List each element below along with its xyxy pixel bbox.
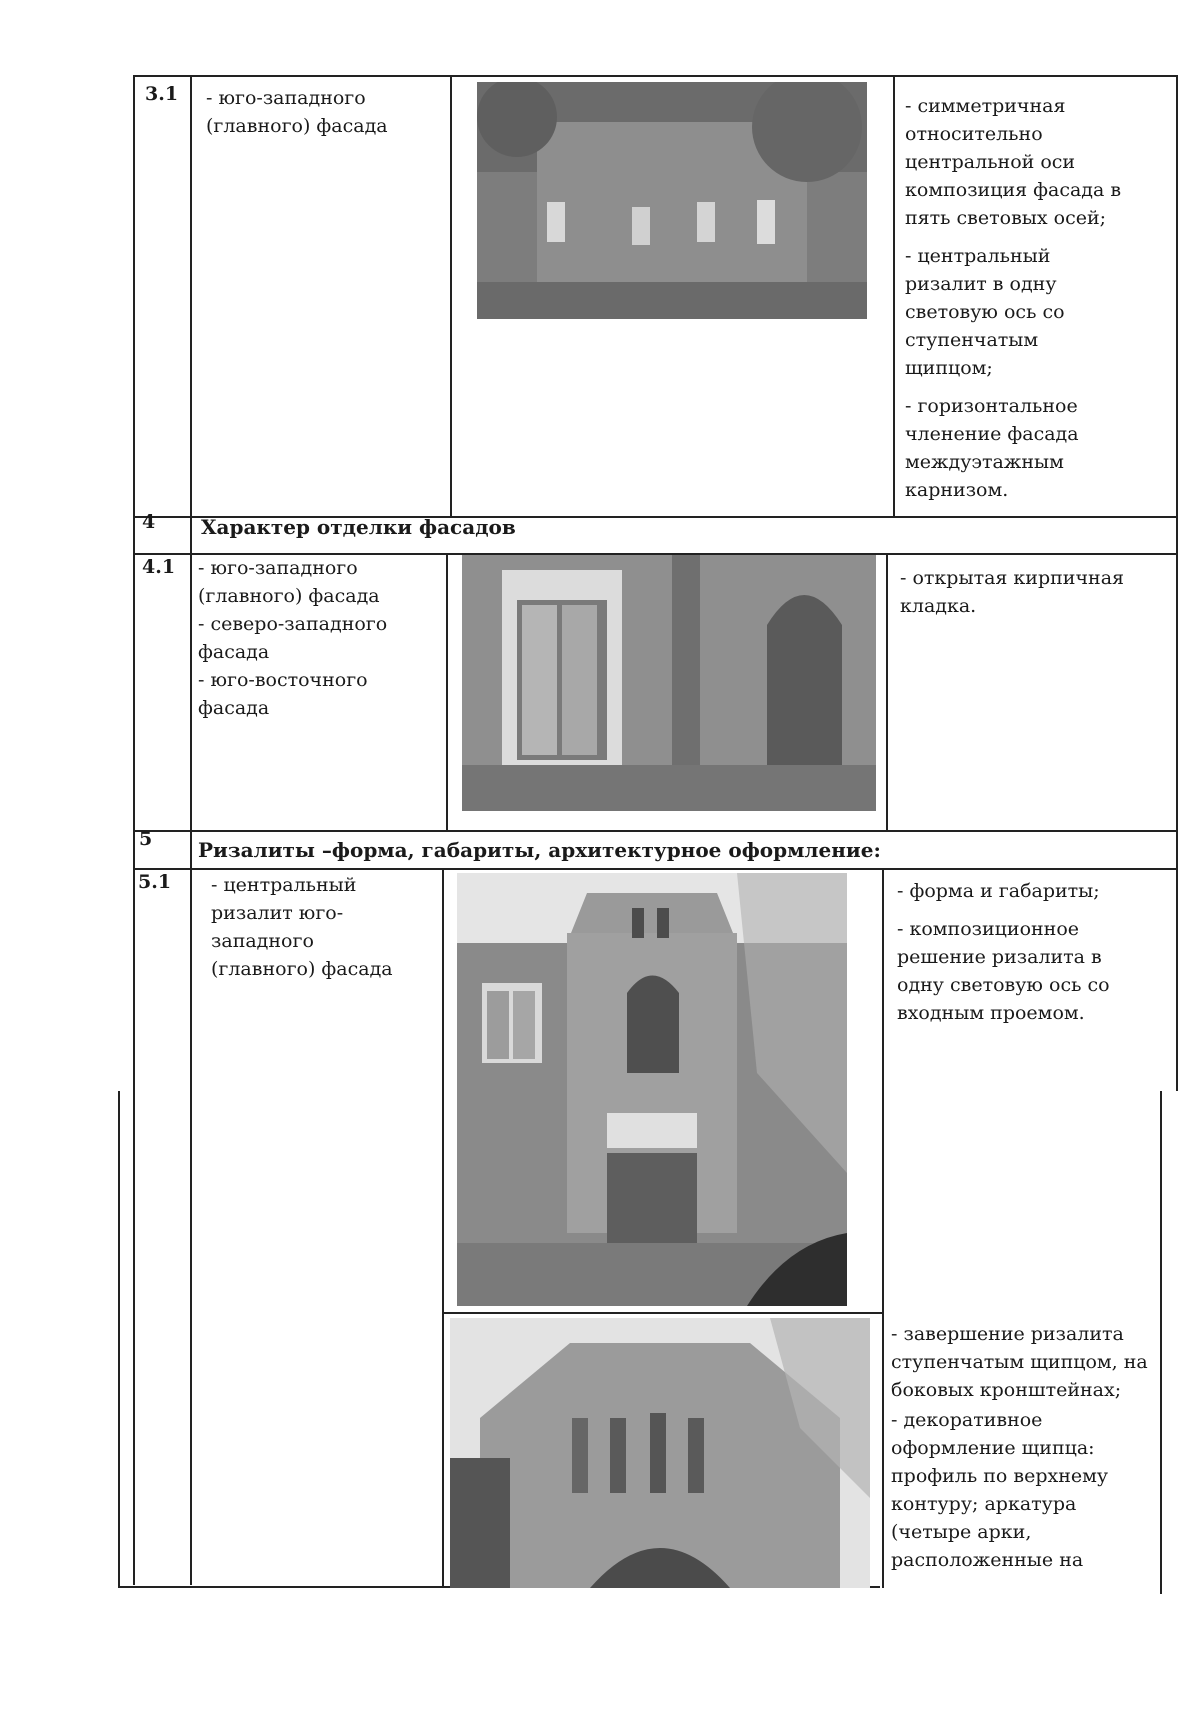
- row-divider-5-1a: [442, 1312, 882, 1314]
- col-divider-3c: [882, 868, 884, 1588]
- feature-paragraph: - декоративное оформление щипца: профиль по верхнему контуру; аркатура (четыре арки, расположенные на: [891, 1409, 1109, 1571]
- row-divider-4-1: [133, 830, 1178, 832]
- object-line: (главного) фасада: [206, 115, 388, 137]
- facade-photo: [477, 82, 867, 319]
- table-border-left-bottom: [118, 1091, 120, 1587]
- row-number-5-1: 5.1: [138, 871, 172, 893]
- row-object-4-1: - юго-западного (главного) фасада - северо-западного фасада - юго-восточного фасада: [198, 557, 388, 719]
- section-title-4: Характер отделки фасадов: [201, 515, 516, 539]
- gable-photo: [450, 1318, 870, 1588]
- brickwork-photo: [462, 555, 876, 811]
- section-title-5: Ризалиты –форма, габариты, архитектурное оформление:: [198, 838, 881, 862]
- row-features-5-1b: [891, 1320, 1166, 1584]
- col-divider-3: [893, 75, 895, 516]
- risalit-photo: [457, 873, 847, 1306]
- row-number-4-1: 4.1: [142, 556, 176, 578]
- table-border-top: [133, 75, 1178, 77]
- col-divider-2c: [442, 868, 444, 1588]
- object-line: - юго-западного: [206, 87, 366, 109]
- col-divider-3b: [886, 553, 888, 830]
- col-divider-2: [450, 75, 452, 516]
- feature-paragraph: - композиционное решение ризалита в одну световую ось со входным проемом.: [897, 918, 1110, 1024]
- feature-paragraph: - завершение ризалита ступенчатым щипцом, на боковых кронштейнах;: [891, 1323, 1148, 1401]
- row-object-5-1: - центральный ризалит юго- западного (главного) фасада: [211, 874, 393, 980]
- row-number-3-1: 3.1: [145, 83, 179, 105]
- row-divider-5: [133, 868, 1178, 870]
- row-object-3-1: [206, 84, 441, 140]
- row-features-4-1: - открытая кирпичная кладка.: [900, 567, 1125, 617]
- feature-paragraph: - центральный ризалит в одну световую ось со ступенчатым щипцом;: [905, 245, 1065, 379]
- feature-paragraph: - форма и габариты;: [897, 880, 1100, 902]
- feature-paragraph: - горизонтальное членение фасада междуэтажным карнизом.: [905, 395, 1079, 501]
- row-features-5-1a: [897, 877, 1147, 1037]
- section-number-5: 5: [139, 828, 153, 850]
- col-divider-2b: [446, 553, 448, 830]
- feature-paragraph: - симметричная относительно центральной оси композиция фасада в пять световых осей;: [905, 95, 1122, 229]
- table-border-right-top: [1176, 75, 1178, 1091]
- row-features-3-1: [905, 92, 1143, 514]
- section-number-4: 4: [142, 511, 156, 533]
